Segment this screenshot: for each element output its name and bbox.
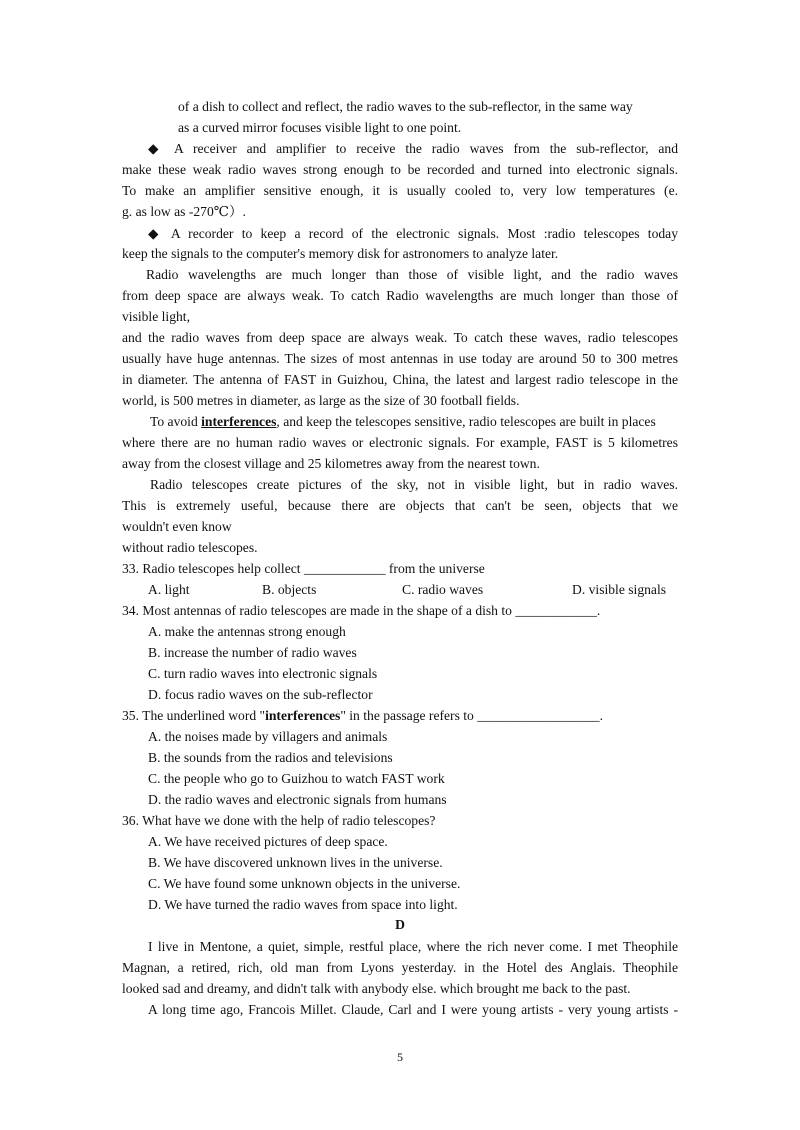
passage-text: , and keep the telescopes sensitive, radio telescopes are built in places [276, 414, 656, 429]
passage-line: visible light, [122, 309, 190, 324]
passage-line: ◆ A recorder to keep a record of the electronic signals. Most :radio telescopes today [148, 226, 678, 241]
option-c[interactable]: C. turn radio waves into electronic signals [148, 666, 378, 681]
passage-line: make these weak radio waves strong enough to be recorded and turned into electronic signals. [122, 162, 678, 177]
passage-line: in diameter. The antenna of FAST in Guizhou, China, the latest and largest radio telescope in the [122, 372, 678, 387]
passage-line: and the radio waves from deep space are always weak. To catch these waves, radio telescopes [122, 330, 678, 345]
option-a[interactable]: A. make the antennas strong enough [148, 624, 346, 639]
passage-line: looked sad and dreamy, and didn't talk with anybody else. which brought me back to the past. [122, 981, 631, 996]
passage-line: usually have huge antennas. The sizes of most antennas in use today are around 50 to 300 metres [122, 351, 678, 366]
passage-text: To avoid [150, 414, 202, 429]
question-text: 35. The underlined word " [122, 708, 266, 723]
option-c[interactable]: C. radio waves [402, 582, 484, 597]
passage-line: This is extremely useful, because there are objects that can't be seen, objects that we [122, 498, 678, 513]
option-b[interactable]: B. the sounds from the radios and televisions [148, 750, 393, 765]
question-text: " in the passage refers to __________________. [340, 708, 603, 723]
passage-line [150, 412, 656, 432]
passage-line: keep the signals to the computer's memory disk for astronomers to analyze later. [122, 246, 559, 261]
option-d[interactable]: D. visible signals [572, 582, 667, 597]
passage-line: I live in Mentone, a quiet, simple, restful place, where the rich never come. I met Theophile [148, 939, 678, 954]
passage-line: away from the closest village and 25 kilometres away from the nearest town. [122, 456, 540, 471]
option-b[interactable]: B. increase the number of radio waves [148, 645, 357, 660]
page-number: 5 [397, 1050, 403, 1064]
passage-line: where there are no human radio waves or electronic signals. For example, FAST is 5 kilometres [122, 435, 678, 450]
passage-line: Magnan, a retired, rich, old man from Lyons yesterday. in the Hotel des Anglais. Theophile [122, 960, 678, 975]
option-a[interactable]: A. the noises made by villagers and animals [148, 729, 388, 744]
option-c[interactable]: C. the people who go to Guizhou to watch FAST work [148, 771, 445, 786]
passage-line: of a dish to collect and reflect, the radio waves to the sub-reflector, in the same way [178, 99, 633, 114]
question-34-stem: 34. Most antennas of radio telescopes are made in the shape of a dish to ____________. [122, 603, 601, 618]
option-a[interactable]: A. light [148, 582, 190, 597]
question-33-stem: 33. Radio telescopes help collect ____________ from the universe [122, 561, 485, 576]
option-d[interactable]: D. We have turned the radio waves from space into light. [148, 897, 458, 912]
option-d[interactable]: D. the radio waves and electronic signals from humans [148, 792, 447, 807]
passage-line: wouldn't even know [122, 519, 232, 534]
passage-line: A long time ago, Francois Millet. Claude, Carl and I were young artists - very young artists - [148, 1002, 678, 1017]
question-35-stem [122, 706, 603, 726]
passage-line: without radio telescopes. [122, 540, 258, 555]
underlined-word: interferences [201, 414, 277, 429]
passage-line: Radio telescopes create pictures of the sky, not in visible light, but in radio waves. [150, 477, 678, 492]
passage-line: as a curved mirror focuses visible light to one point. [178, 120, 462, 135]
passage-line: g. as low as -270℃）. [122, 204, 246, 219]
passage-line: To make an amplifier sensitive enough, it is usually cooled to, very low temperatures (e. [122, 183, 678, 198]
passage-line: world, is 500 metres in diameter, as large as the size of 30 football fields. [122, 393, 520, 408]
passage-line: Radio wavelengths are much longer than those of visible light, and the radio waves [146, 267, 678, 282]
question-36-stem: 36. What have we done with the help of radio telescopes? [122, 813, 436, 828]
question-33-options [148, 580, 678, 600]
bold-word: interferences [265, 708, 341, 723]
section-heading: D [395, 917, 405, 932]
option-c[interactable]: C. We have found some unknown objects in the universe. [148, 876, 461, 891]
option-b[interactable]: B. objects [262, 582, 317, 597]
option-b[interactable]: B. We have discovered unknown lives in the universe. [148, 855, 443, 870]
option-a[interactable]: A. We have received pictures of deep space. [148, 834, 388, 849]
passage-line: ◆ A receiver and amplifier to receive the radio waves from the sub-reflector, and [148, 141, 678, 156]
passage-line: from deep space are always weak. To catch Radio wavelengths are much longer than those of [122, 288, 678, 303]
option-d[interactable]: D. focus radio waves on the sub-reflector [148, 687, 373, 702]
